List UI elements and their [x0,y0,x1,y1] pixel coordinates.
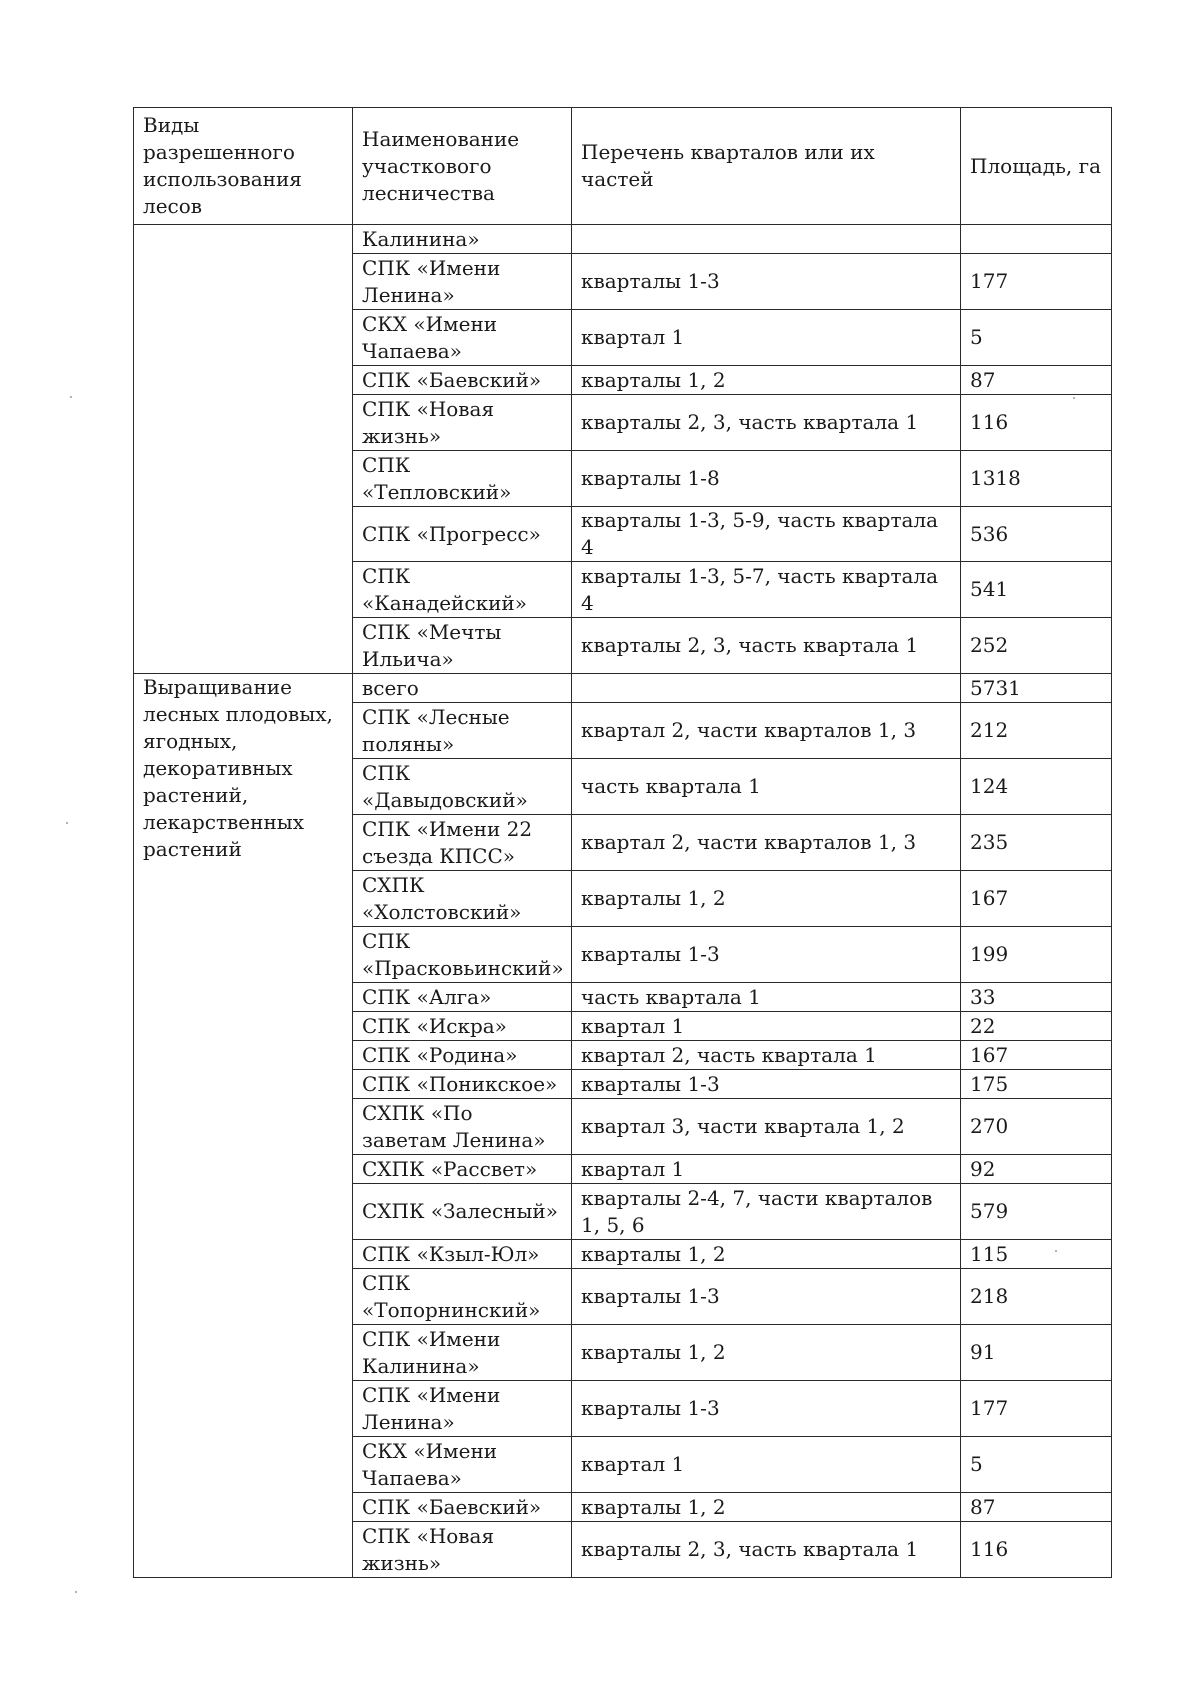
cell-area: 91 [961,1325,1112,1381]
cell-quarters: кварталы 1-3 [572,1070,961,1099]
cell-forestry-name: СПК «Канадейский» [353,562,572,618]
cell-area: 218 [961,1269,1112,1325]
cell-quarters: кварталы 2, 3, часть квартала 1 [572,618,961,674]
cell-area: 5731 [961,674,1112,703]
cell-forestry-name: СПК «Алга» [353,983,572,1012]
cell-area: 235 [961,815,1112,871]
cell-quarters: кварталы 2-4, 7, части кварталов 1, 5, 6 [572,1184,961,1240]
cell-quarters: квартал 2, части кварталов 1, 3 [572,703,961,759]
cell-area: 22 [961,1012,1112,1041]
cell-quarters: кварталы 1, 2 [572,1493,961,1522]
cell-quarters: квартал 1 [572,310,961,366]
cell-quarters: кварталы 1-3, 5-9, часть квартала 4 [572,507,961,562]
scan-speck [1055,1250,1057,1252]
cell-forestry-name: СХПК «Рассвет» [353,1155,572,1184]
table-row [134,225,1112,254]
cell-quarters: кварталы 1, 2 [572,1325,961,1381]
cell-area: 167 [961,871,1112,927]
cell-quarters: кварталы 1-3 [572,1381,961,1437]
cell-quarters: кварталы 1, 2 [572,366,961,395]
cell-area: 87 [961,366,1112,395]
table-row [134,674,1112,703]
cell-quarters: квартал 1 [572,1155,961,1184]
cell-forestry-name: СХПК «Холстовский» [353,871,572,927]
forest-use-table [133,107,1112,1578]
cell-forestry-name: всего [353,674,572,703]
cell-quarters: квартал 2, части кварталов 1, 3 [572,815,961,871]
table-header-row [134,108,1112,225]
cell-use-type [134,225,353,674]
cell-area: 124 [961,759,1112,815]
cell-use-type: Выращивание лесных плодовых, ягодных, декоративных растений, лекарственных растений [134,674,353,1578]
cell-quarters: кварталы 1-3, 5-7, часть квартала 4 [572,562,961,618]
header-quarters-list: Перечень кварталов или их частей [572,108,961,225]
cell-forestry-name: СПК «Имени 22 съезда КПСС» [353,815,572,871]
cell-quarters: квартал 2, часть квартала 1 [572,1041,961,1070]
cell-quarters [572,225,961,254]
cell-forestry-name: СПК «Имени Ленина» [353,1381,572,1437]
cell-forestry-name: СПК «Топорнинский» [353,1269,572,1325]
cell-forestry-name: СПК «Искра» [353,1012,572,1041]
cell-quarters: кварталы 1, 2 [572,871,961,927]
cell-area: 33 [961,983,1112,1012]
cell-quarters: квартал 1 [572,1437,961,1493]
header-use-type: Виды разрешенного использования лесов [134,108,353,225]
cell-forestry-name: СПК «Лесные поляны» [353,703,572,759]
cell-forestry-name: СПК «Кзыл-Юл» [353,1240,572,1269]
cell-quarters: кварталы 1, 2 [572,1240,961,1269]
header-forestry-name: Наименование участкового лесничества [353,108,572,225]
cell-forestry-name: СПК «Баевский» [353,1493,572,1522]
cell-area: 5 [961,1437,1112,1493]
cell-area: 212 [961,703,1112,759]
cell-quarters: кварталы 1-8 [572,451,961,507]
cell-area: 87 [961,1493,1112,1522]
cell-quarters: кварталы 1-3 [572,927,961,983]
cell-forestry-name: СКХ «Имени Чапаева» [353,1437,572,1493]
scan-speck [70,396,72,398]
cell-forestry-name: СПК «Прогресс» [353,507,572,562]
cell-forestry-name: СХПК «Залесный» [353,1184,572,1240]
cell-quarters: квартал 3, части квартала 1, 2 [572,1099,961,1155]
cell-area: 177 [961,254,1112,310]
cell-quarters: часть квартала 1 [572,983,961,1012]
cell-forestry-name: СПК «Давыдовский» [353,759,572,815]
cell-forestry-name: СКХ «Имени Чапаева» [353,310,572,366]
cell-quarters: кварталы 1-3 [572,254,961,310]
cell-quarters: часть квартала 1 [572,759,961,815]
cell-forestry-name: СПК «Прасковьинский» [353,927,572,983]
cell-area: 92 [961,1155,1112,1184]
scan-speck [75,1591,77,1593]
cell-area: 5 [961,310,1112,366]
cell-area: 252 [961,618,1112,674]
scan-speck [1073,397,1075,399]
cell-quarters: кварталы 2, 3, часть квартала 1 [572,395,961,451]
cell-forestry-name: СПК «Мечты Ильича» [353,618,572,674]
cell-area [961,225,1112,254]
cell-area: 541 [961,562,1112,618]
cell-forestry-name: Калинина» [353,225,572,254]
cell-forestry-name: СПК «Родина» [353,1041,572,1070]
cell-forestry-name: СПК «Новая жизнь» [353,395,572,451]
cell-area: 116 [961,395,1112,451]
cell-area: 116 [961,1522,1112,1578]
cell-area: 270 [961,1099,1112,1155]
cell-forestry-name: СПК «Имени Калинина» [353,1325,572,1381]
cell-quarters: кварталы 1-3 [572,1269,961,1325]
cell-forestry-name: СПК «Поникское» [353,1070,572,1099]
header-area: Площадь, га [961,108,1112,225]
cell-quarters: кварталы 2, 3, часть квартала 1 [572,1522,961,1578]
cell-forestry-name: СПК «Имени Ленина» [353,254,572,310]
cell-area: 579 [961,1184,1112,1240]
cell-forestry-name: СПК «Баевский» [353,366,572,395]
cell-area: 115 [961,1240,1112,1269]
scan-speck [66,822,68,824]
cell-forestry-name: СХПК «По заветам Ленина» [353,1099,572,1155]
cell-area: 1318 [961,451,1112,507]
cell-quarters [572,674,961,703]
cell-area: 199 [961,927,1112,983]
cell-area: 177 [961,1381,1112,1437]
cell-forestry-name: СПК «Тепловский» [353,451,572,507]
cell-area: 167 [961,1041,1112,1070]
cell-area: 536 [961,507,1112,562]
cell-area: 175 [961,1070,1112,1099]
cell-forestry-name: СПК «Новая жизнь» [353,1522,572,1578]
table-body [134,225,1112,1578]
cell-quarters: квартал 1 [572,1012,961,1041]
